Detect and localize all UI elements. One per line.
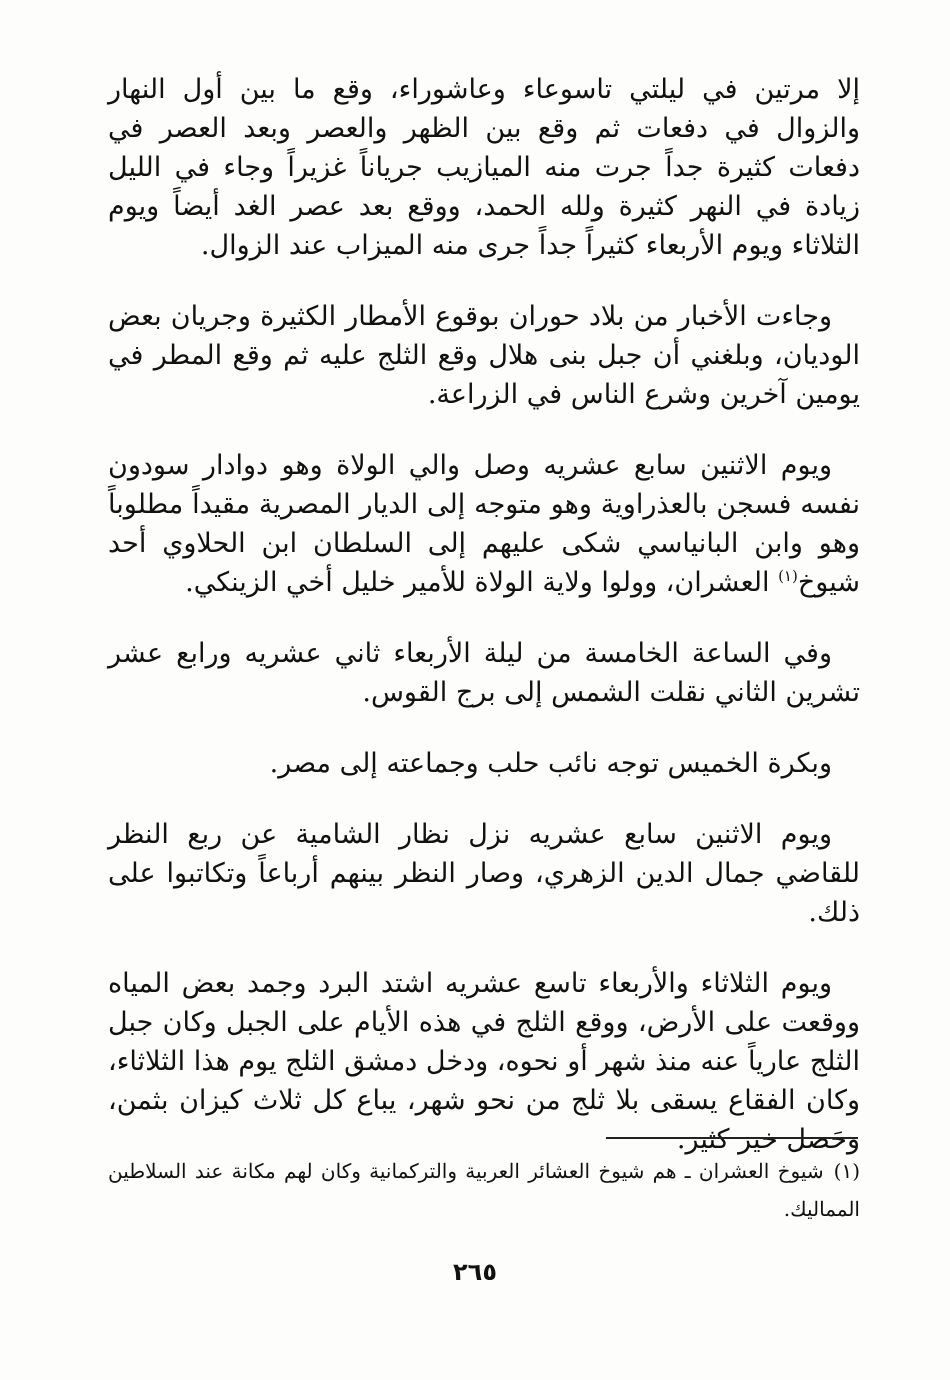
paragraph-4: وفي الساعة الخامسة من ليلة الأربعاء ثاني عشريه ورابع عشر تشرين الثاني نقلت الشمس إلى برج القوس. xyxy=(108,638,860,708)
footnote-number: (١) xyxy=(833,1159,860,1183)
paragraph-6: ويوم الاثنين سابع عشريه نزل نظار الشامية عن ربع النظر للقاضي جمال الدين الزهري، وصار النظر بينهم أرباعاً وتكاتبوا على ذلك. xyxy=(108,819,860,928)
paragraph-7: ويوم الثلاثاء والأربعاء تاسع عشريه اشتد البرد وجمد بعض المياه ووقعت على الأرض، ووقع الثلج في هذه الأيام على الجبل وكان جبل الثلج عارياً عنه منذ شهر أو نحوه، ودخل دمشق الثلج يوم هذا الثلاثاء، وكان الفقاع يسقى بلا ثلج من نحو شهر، يباع كل ثلاث كيزان بثمن، وحَصل خير كثير. xyxy=(108,968,860,1155)
main-text xyxy=(108,70,860,1191)
footnote xyxy=(108,1152,860,1228)
paragraph-3 xyxy=(108,446,860,602)
paragraph-2: وجاءت الأخبار من بلاد حوران بوقوع الأمطار الكثيرة وجريان بعض الوديان، وبلغني أن جبل بنى هلال وقع الثلج عليه ثم وقع المطر في يومين آخرين وشرع الناس في الزراعة. xyxy=(108,301,860,410)
page-number: ٢٦٥ xyxy=(453,1258,497,1286)
paragraph-3-before-note: ويوم الاثنين سابع عشريه وصل والي الولاة وهو دوادار سودون نفسه فسجن بالعذراوية وهو متوجه إلى الديار المصرية مقيداً مطلوباً وهو وابن البانياسي شكى عليهم إلى السلطان ابن الحلاوي أحد شيوخ xyxy=(108,450,860,598)
footnote-divider xyxy=(606,1137,858,1139)
paragraph-5: وبكرة الخميس توجه نائب حلب وجماعته إلى مصر. xyxy=(269,748,832,779)
footnote-text: شيوخ العشران ـ هم شيوخ العشائر العربية والتركمانية وكان لهم مكانة عند السلاطين المماليك. xyxy=(108,1159,860,1221)
footnote-reference: (١) xyxy=(778,567,798,585)
paragraph-1: إلا مرتين في ليلتي تاسوعاء وعاشوراء، وقع ما بين أول النهار والزوال في دفعات ثم وقع بين الظهر والعصر وبعد العصر في دفعات كثيرة جداً جرت منه الميازيب جرياناً غزيراً وجاء في الليل زيادة في النهر كثيرة ولله الحمد، ووقع بعد عصر الغد أيضاً ويوم الثلاثاء ويوم الأربعاء كثيراً جداً جرى منه الميزاب عند الزوال. xyxy=(108,74,860,261)
paragraph-3-after-note: العشران، وولوا ولاية الولاة للأمير خليل أخي الزينكي. xyxy=(185,567,779,598)
